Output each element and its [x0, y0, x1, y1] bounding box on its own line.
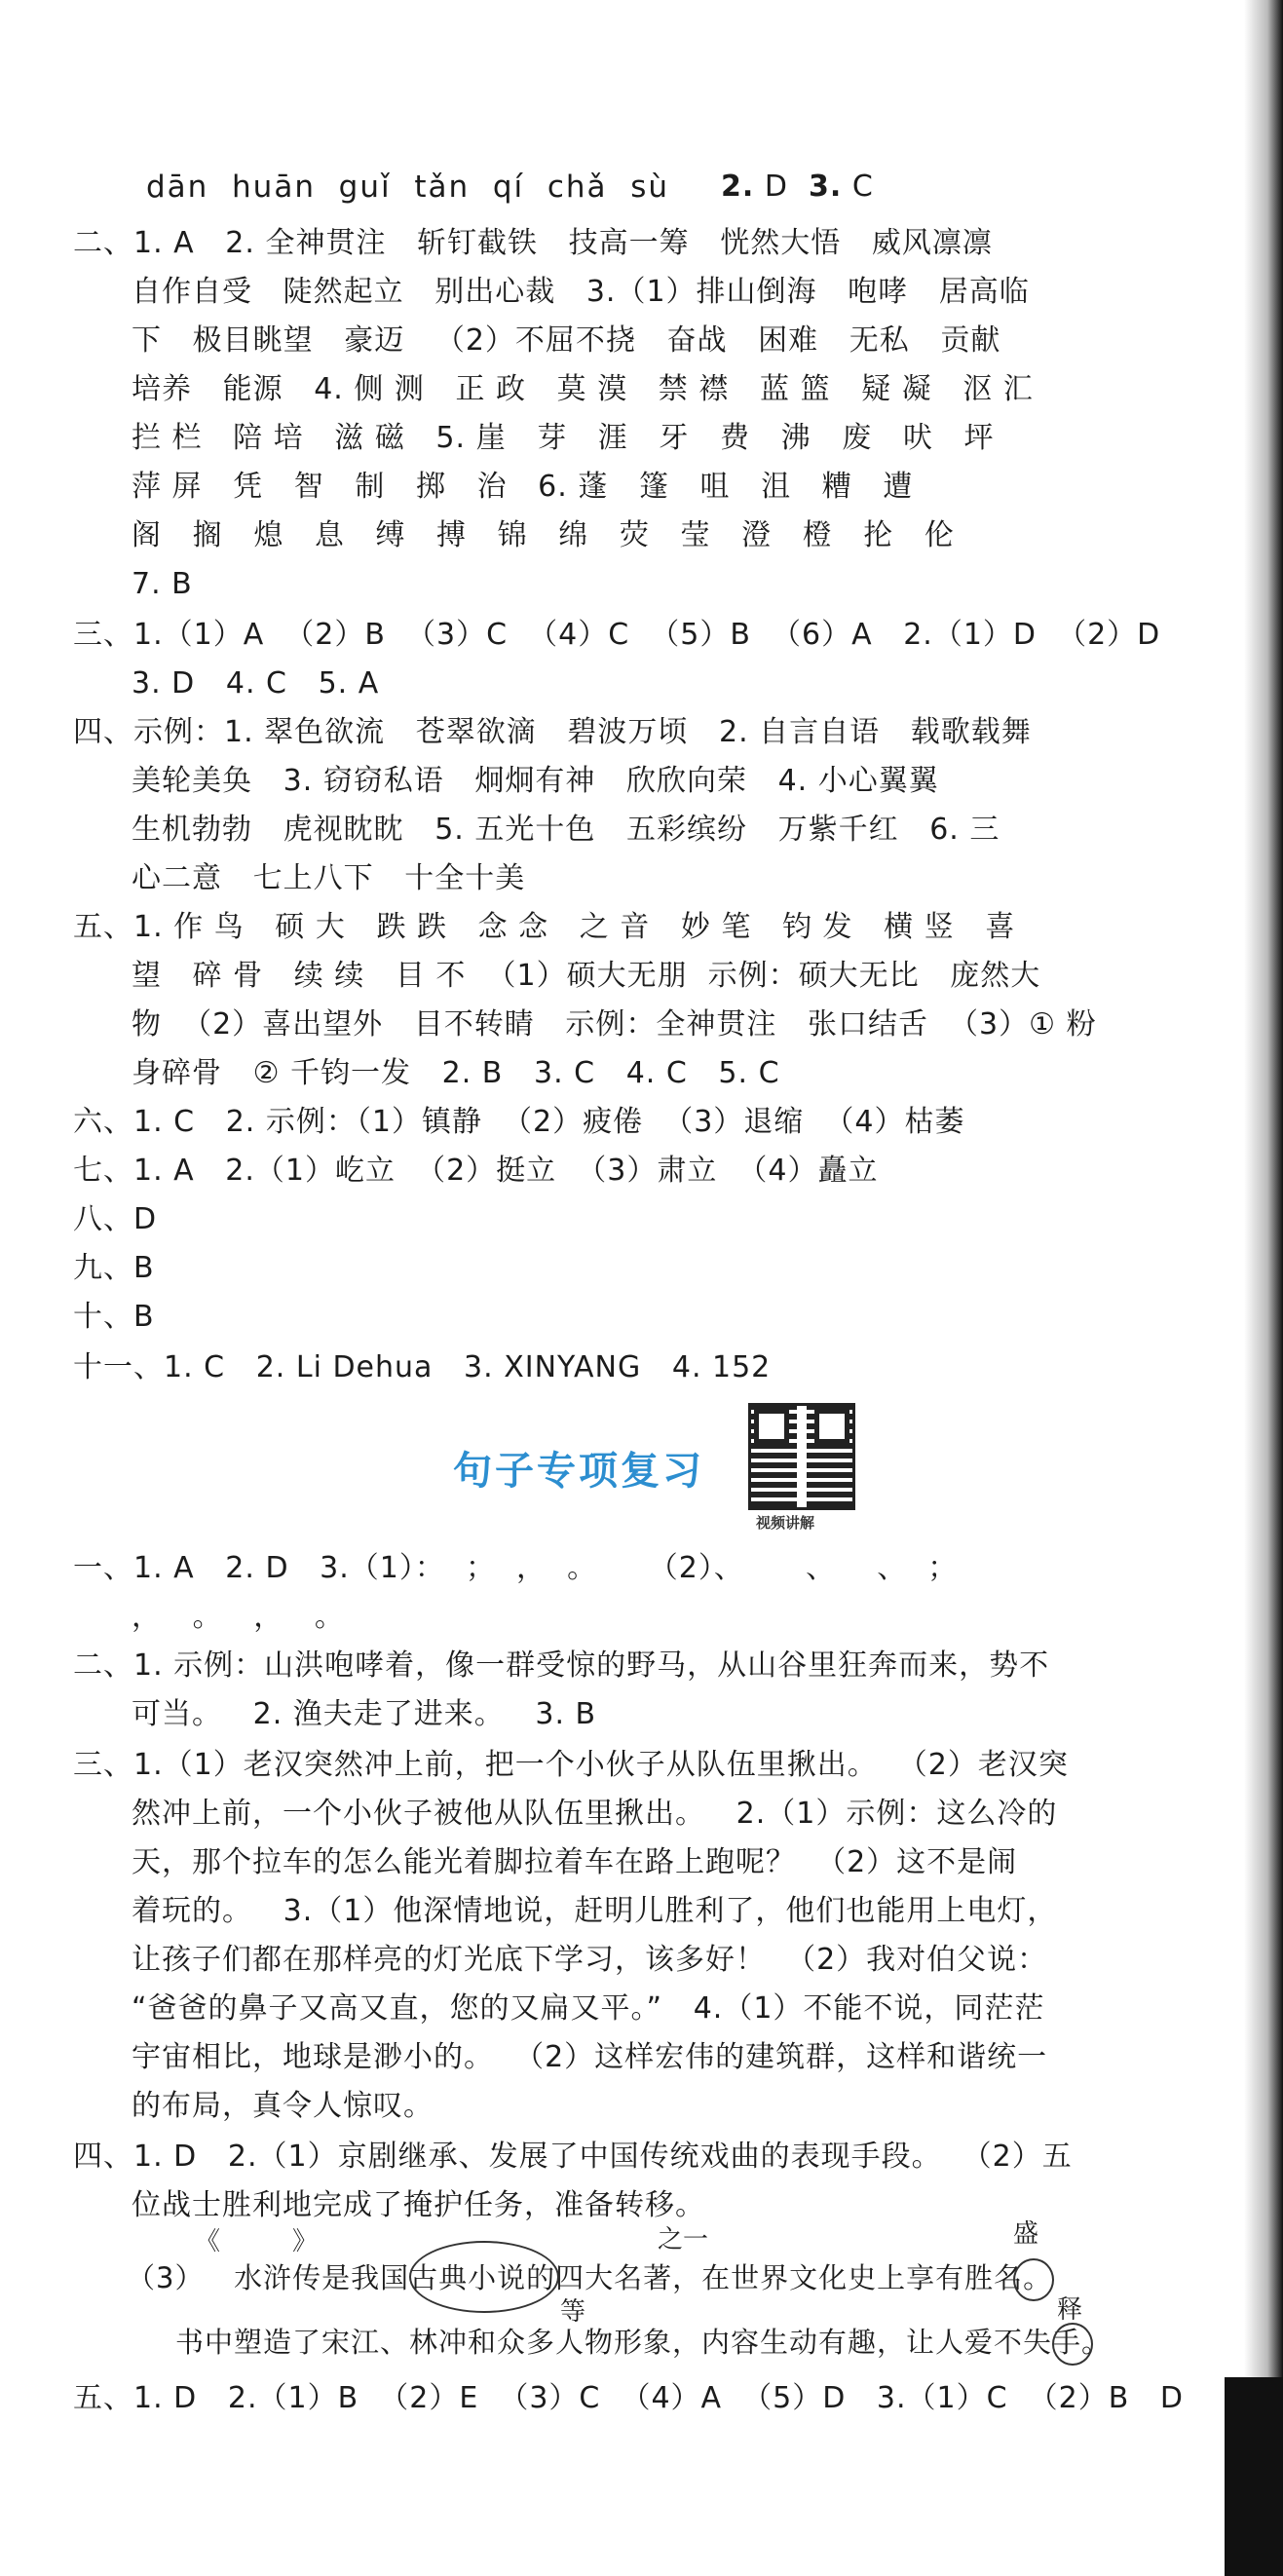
pinyin-tail: 2. D 3. C — [721, 170, 874, 204]
answer-line: 九、B — [73, 1251, 155, 1285]
answer-line: 位战士胜利地完成了掩护任务，准备转移。 — [132, 2188, 705, 2222]
answer-line: 一、1. A 2. D 3.（1）： ； ， 。 （2）、 、 、 ； — [73, 1551, 959, 1585]
pinyin-answers: dān huān guǐ tǎn qí chǎ sù — [146, 170, 670, 205]
answer-line: 生机勃勃 虎视眈眈 5. 五光十色 五彩缤纷 万紫千红 6. 三 — [132, 813, 1000, 847]
answer-line: 7. B — [132, 567, 193, 601]
page-edge-shadow — [1244, 0, 1283, 2576]
edit-line: （3） 水浒传是我国古典小说的四大名著，在世界文化史上享有胜名。 — [127, 2261, 1053, 2294]
answer-line: “爸爸的鼻子又高又直，您的又扁又平。” 4.（1）不能不说，同茫茫 — [132, 1991, 1045, 2026]
answer-line: 望 碎 骨 续 续 目 不 （1）硕大无朋 示例：硕大无比 庞然大 — [132, 959, 1041, 993]
answer-line: 五、1. D 2.（1）B （2）E （3）C （4）A （5）D 3.（1）C （2）B D — [73, 2381, 1185, 2415]
answer-line: 美轮美奂 3. 窃窃私语 炯炯有神 欣欣向荣 4. 小心翼翼 — [132, 764, 939, 798]
edit-mark: 》 — [292, 2227, 319, 2256]
answer-line: 下 极目眺望 豪迈 （2）不屈不挠 奋战 困难 无私 贡献 — [132, 323, 1001, 358]
edit-mark: 盛 — [1013, 2219, 1039, 2249]
answer-line: 二、1. 示例：山洪咆哮着，像一群受惊的野马，从山谷里狂奔而来，势不 — [73, 1648, 1050, 1683]
answer-line: ， 。 ， 。 — [132, 1600, 345, 1634]
circle-mark — [1052, 2323, 1093, 2366]
answer-line: 二、1. A 2. 全神贯注 斩钉截铁 技高一筹 恍然大悟 威风凛凛 — [73, 226, 993, 260]
answer-line: 让孩子们都在那样亮的灯光底下学习，该多好！ （2）我对伯父说： — [132, 1943, 1048, 1977]
answer-line: 三、1.（1）A （2）B （3）C （4）C （5）B （6）A 2.（1）D （2）D — [73, 618, 1161, 652]
answer-line: 三、1.（1）老汉突然冲上前，把一个小伙子从队伍里揪出。 （2）老汉突 — [73, 1748, 1069, 1782]
answer-line: 物 （2）喜出望外 目不转睛 示例：全神贯注 张口结舌 （3）① 粉 — [132, 1007, 1097, 1042]
answer-line: 可当。 2. 渔夫走了进来。 3. B — [132, 1697, 597, 1731]
section-title: 句子专项复习 — [453, 1449, 704, 1494]
answer-line: 自作自受 陡然起立 别出心裁 3.（1）排山倒海 咆哮 居高临 — [132, 275, 1030, 309]
answer-line: 心二意 七上八下 十全十美 — [132, 861, 526, 895]
answer-line: 萍 屏 凭 智 制 掷 治 6. 蓬 篷 咀 沮 糟 遭 — [132, 470, 914, 504]
answer-line: 阁 搁 熄 息 缚 搏 锦 绵 荧 莹 澄 橙 抡 伦 — [132, 518, 955, 552]
answer-line: 培养 能源 4. 侧 测 正 政 莫 漠 禁 襟 蓝 篮 疑 凝 沤 汇 — [132, 372, 1034, 406]
page-edge-dark — [1225, 2377, 1283, 2576]
circle-mark — [1013, 2258, 1054, 2301]
answer-line: 四、示例：1. 翠色欲流 苍翠欲滴 碧波万顷 2. 自言自语 载歌载舞 — [73, 715, 1032, 749]
answer-line: 四、1. D 2.（1）京剧继承、发展了中国传统戏曲的表现手段。 （2）五 — [73, 2140, 1073, 2174]
circle-mark — [409, 2241, 559, 2313]
answer-line: 3. D 4. C 5. A — [132, 666, 380, 701]
edit-mark: 等 — [560, 2297, 586, 2327]
edit-mark: 之一 — [658, 2225, 709, 2254]
edit-line: 书中塑造了宋江、林冲和众多人物形象，内容生动有趣，让人爱不失手。 — [175, 2326, 1112, 2359]
edit-mark: 释 — [1057, 2295, 1083, 2325]
answer-line: 拦 栏 陪 培 滋 磁 5. 崖 芽 涯 牙 费 沸 废 吠 坪 — [132, 421, 995, 455]
qr-caption: 视频讲解 — [756, 1514, 815, 1532]
answer-line: 十、B — [73, 1300, 155, 1334]
answer-line: 七、1. A 2.（1）屹立 （2）挺立 （3）肃立 （4）矗立 — [73, 1154, 879, 1188]
answer-line: 身碎骨 ② 千钧一发 2. B 3. C 4. C 5. C — [132, 1056, 780, 1090]
answer-line: 天，那个拉车的怎么能光着脚拉着车在路上跑呢？ （2）这不是闹 — [132, 1845, 1018, 1879]
answer-line: 五、1. 作 鸟 硕 大 跌 跌 念 念 之 音 妙 笔 钧 发 横 竖 喜 — [73, 910, 1016, 944]
qr-code-icon[interactable] — [748, 1403, 855, 1510]
edit-mark: 《 — [195, 2227, 221, 2256]
answer-line: 八、D — [73, 1202, 158, 1236]
answer-line: 然冲上前，一个小伙子被他从队伍里揪出。 2.（1）示例：这么冷的 — [132, 1797, 1058, 1831]
answer-line: 六、1. C 2. 示例：（1）镇静 （2）疲倦 （3）退缩 （4）枯萎 — [73, 1105, 965, 1139]
answer-line: 着玩的。 3.（1）他深情地说，赶明儿胜利了，他们也能用上电灯， — [132, 1894, 1058, 1928]
answer-line: 宇宙相比，地球是渺小的。 （2）这样宏伟的建筑群，这样和谐统一 — [132, 2040, 1048, 2074]
answer-line: 的布局，真令人惊叹。 — [132, 2089, 434, 2123]
answer-line: 十一、1. C 2. Li Dehua 3. XINYANG 4. 152 — [73, 1350, 772, 1384]
